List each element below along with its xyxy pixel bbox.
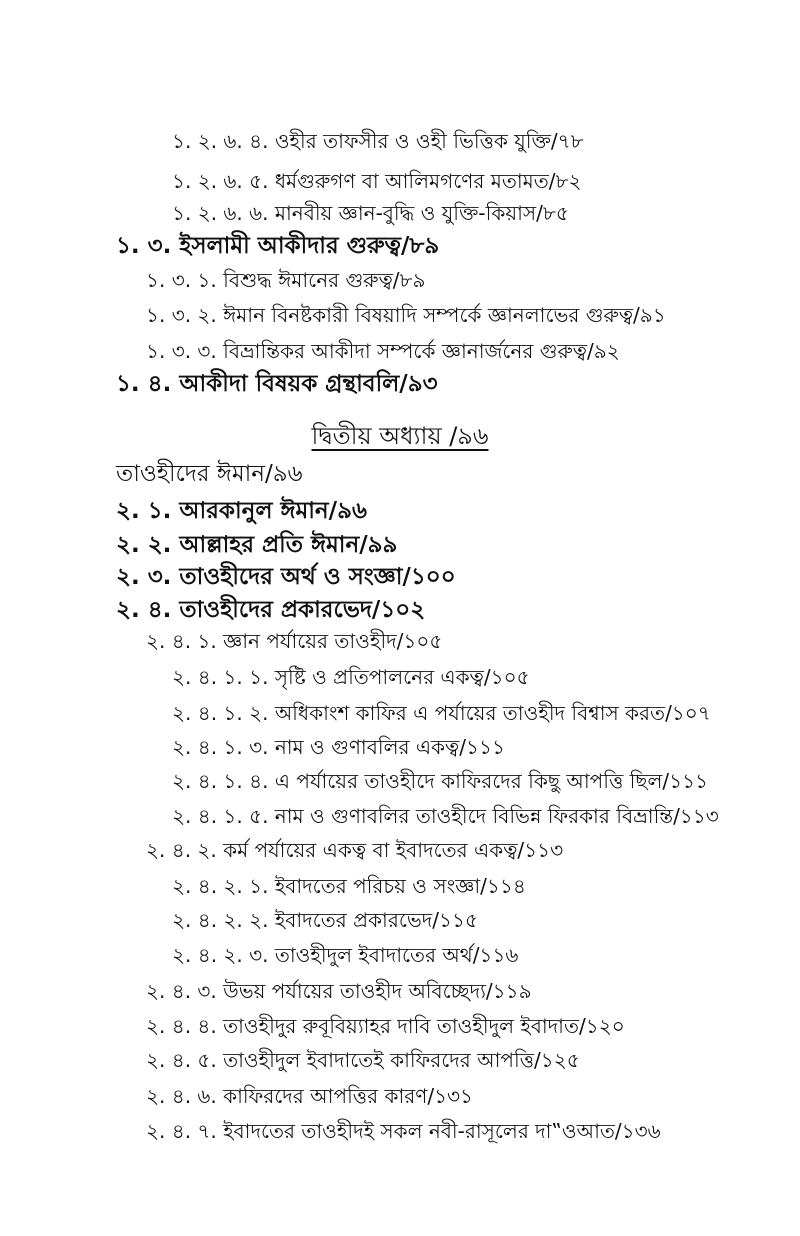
chapter-heading-text: দ্বিতীয় অধ্যায় /৯৬ — [311, 422, 489, 450]
toc-section-heading: ১. ৪. আকীদা বিষয়ক গ্রন্থাবলি/৯৩ — [116, 371, 438, 397]
toc-entry: ১. ২. ৬. ৫. ধর্মগুরুগণ বা আলিমগণের মতামত/৮২ — [172, 169, 582, 193]
toc-entry: ১. ২. ৬. ৬. মানবীয় জ্ঞান-বুদ্ধি ও যুক্তি-কিয়াস/৮৫ — [172, 201, 569, 225]
toc-section-heading: ১. ৩. ইসলামী আকীদার গুরুত্ব/৮৯ — [116, 233, 440, 259]
toc-entry: ১. ৩. ৩. বিভ্রান্তিকর আকীদা সম্পর্কে জ্ঞানার্জনের গুরুত্ব/৯২ — [146, 339, 620, 363]
chapter-subtitle: তাওহীদের ঈমান/৯৬ — [116, 461, 303, 487]
toc-entry: ২. ৪. ১. ৪. এ পর্যায়ের তাওহীদে কাফিরদের কিছু আপত্তি ছিল/১১১ — [172, 769, 709, 793]
toc-entry: ২. ৪. ১. ১. সৃষ্টি ও প্রতিপালনের একত্ব/১০৫ — [172, 665, 530, 689]
toc-entry: ২. ৪. ৩. উভয় পর্যায়ের তাওহীদ অবিচ্ছেদ্য/১১৯ — [146, 979, 532, 1003]
toc-entry: ১. ৩. ১. বিশুদ্ধ ঈমানের গুরুত্ব/৮৯ — [146, 268, 426, 292]
toc-entry: ১. ৩. ২. ঈমান বিনষ্টকারী বিষয়াদি সম্পর্কে জ্ঞানলাভের গুরুত্ব/৯১ — [146, 303, 666, 327]
toc-entry: ২. ৪. ৭. ইবাদতের তাওহীদই সকল নবী-রাসূলের দা‟ওআত/১৩৬ — [146, 1119, 661, 1143]
toc-entry: ২. ৪. ২. ২. ইবাদতের প্রকারভেদ/১১৫ — [172, 908, 478, 932]
toc-section-heading: ২. ৪. তাওহীদের প্রকারভেদ/১০২ — [116, 597, 426, 623]
toc-section-heading: ২. ২. আল্লাহর প্রতি ঈমান/৯৯ — [116, 532, 398, 558]
chapter-heading — [0, 424, 800, 448]
toc-entry: ২. ৪. ৫. তাওহীদুল ইবাদাতেই কাফিরদের আপত্তি/১২৫ — [146, 1048, 580, 1072]
toc-entry: ২. ৪. ৬. কাফিরদের আপত্তির কারণ/১৩১ — [146, 1084, 474, 1108]
toc-section-heading: ২. ১. আরকানুল ঈমান/৯৬ — [116, 498, 367, 524]
toc-entry: ২. ৪. ১. জ্ঞান পর্যায়ের তাওহীদ/১০৫ — [146, 629, 443, 653]
toc-entry: ২. ৪. ১. ৫. নাম ও গুণাবলির তাওহীদে বিভিন্ন ফিরকার বিভ্রান্তি/১১৩ — [172, 804, 719, 828]
toc-entry: ২. ৪. ২. ৩. তাওহীদুল ইবাদাতের অর্থ/১১৬ — [172, 943, 519, 967]
toc-entry: ২. ৪. ৪. তাওহীদুর রুবূবিয়্যাহর দাবি তাওহীদুল ইবাদাত/১২০ — [146, 1014, 625, 1038]
toc-entry: ২. ৪. ২. ১. ইবাদতের পরিচয় ও সংজ্ঞা/১১৪ — [172, 874, 526, 898]
toc-entry: ২. ৪. ১. ৩. নাম ও গুণাবলির একত্ব/১১১ — [172, 735, 505, 759]
toc-entry: ২. ৪. ২. কর্ম পর্যায়ের একত্ব বা ইবাদতের একত্ব/১১৩ — [146, 838, 564, 862]
toc-entry: ১. ২. ৬. ৪. ওহীর তাফসীর ও ওহী ভিত্তিক যুক্তি/৭৮ — [172, 129, 584, 153]
toc-section-heading: ২. ৩. তাওহীদের অর্থ ও সংজ্ঞা/১০০ — [116, 564, 456, 590]
toc-entry: ২. ৪. ১. ২. অধিকাংশ কাফির এ পর্যায়ের তাওহীদ বিশ্বাস করত/১০৭ — [172, 701, 711, 725]
